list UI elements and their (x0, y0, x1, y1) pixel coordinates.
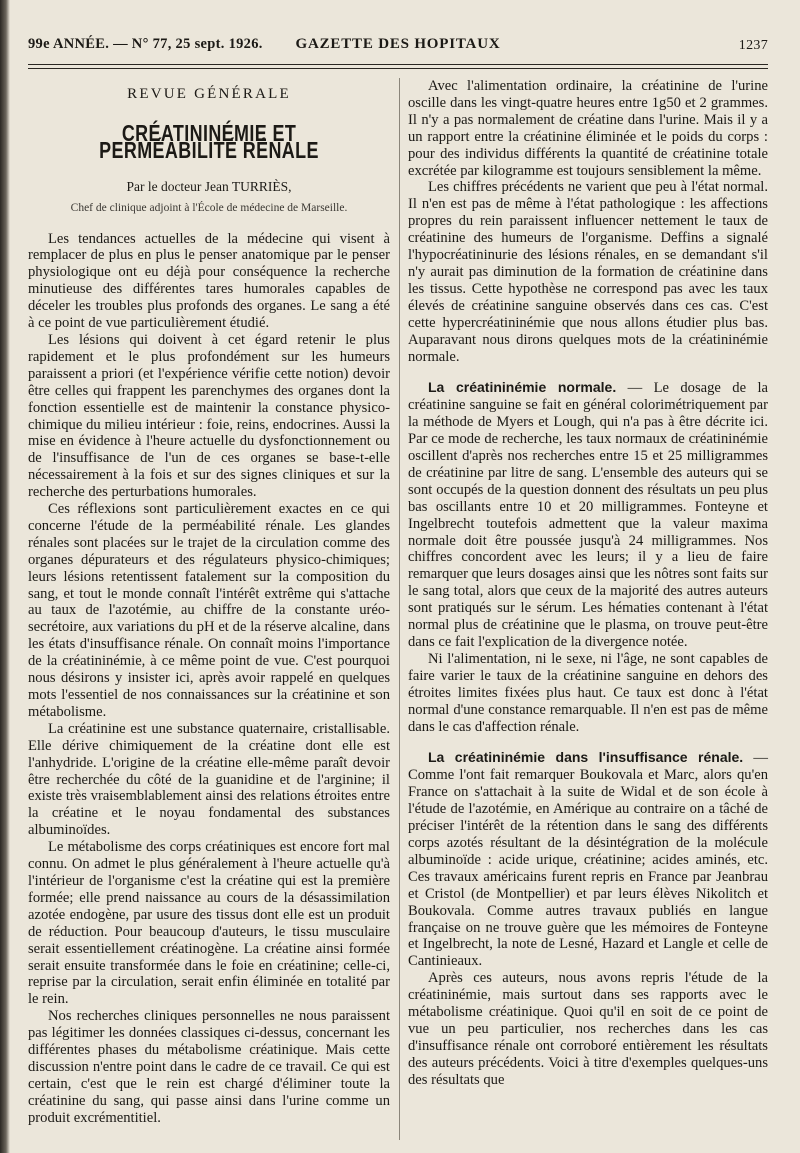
paragraph: Ni l'alimentation, ni le sexe, ni l'âge, ne sont capables de faire varier le taux de la créatinine sanguine en dehors des étroites limites fixées plus haut. Ce taux est donc à l'état normal d'une constance remarquable. Il n'en est pas de même dans le cas d'affection rénale. (408, 650, 768, 735)
article-title: CRÉATININÉMIE ET PERMÉABILITÉ RÉNALE (99, 119, 319, 163)
section-label: REVUE GÉNÉRALE (127, 86, 291, 102)
section-text: — Le dosage de la créatinine sanguine se fait en général colorimétriquement par la méthode de Myers et Lough, qui n'a pas à être décrite ici. Par ce mode de recherche, les taux normaux de créatininémie oscillent d'après nos recherches entre 15 et 25 milligrammes de créatinine par litre de sang. L'ensemble des auteurs qui se sont occupés de la question donnent des résultats un peu plus bas oscillants entre 10 et 20 milligrammes. Fonteyne et Ingelbrecht toutefois admettent que la valeur maxima normale doit être poussée jusqu'à 24 milligrammes. Nos chiffres concordent avec les leurs; il y a lieu de faire remarquer que leurs dosages ainsi que les nôtres sont faits sur le sang total, alors que ceux de la majorité des autres auteurs sont pratiqués sur le sérum. Les hématies contenant à l'état normal plus de créatinine que le plasma, on trouve peut-être dans ce fait l'explication de la divergence notée. (408, 380, 768, 650)
page-header (28, 34, 768, 58)
paragraph: Ces réflexions sont particulièrement exactes en ce qui concerne l'étude de la perméabilité rénale. Les glandes rénales sont placées sur le trajet de la circulation comme des organes dépurateurs et des régulateurs physico-chimiques; leurs lésions retentissent fatalement sur la composition du sang, et tout le monde connaît l'intérêt extrême qui s'attache au taux de l'azotémie, au chiffre de la constante uréo-secrétoire, aux variations du pH et de la réserve alcaline, dans les états d'insuffisance rénale. On connaît moins l'importance de la créatininémie, à ce même point de vue. C'est pourquoi nous désirons y insister ici, après avoir rappelé en quelques mots l'essentiel de nos connaissances sur la créatinine et son métabolisme. (28, 501, 390, 720)
issue-info: 99e ANNÉE. — N° 77, 25 sept. 1926. (28, 36, 263, 52)
paragraph: Après ces auteurs, nous avons repris l'étude de la créatininémie, mais surtout dans ses rapports avec le métabolisme créatinique. Quoi qu'il en soit de ce point de vue un peu particulier, nos recherches dans les cas d'insuffisance rénale ont corroboré entièrement les résultats des auteurs précédents. Voici à titre d'exemples quelques-uns des résultats que (408, 970, 768, 1088)
binding-edge (0, 0, 10, 1153)
header-rule-thin (28, 68, 768, 69)
left-column (28, 78, 390, 1127)
page-number: 1237 (738, 38, 768, 53)
section-heading-normal: La créatininémie normale. (428, 379, 617, 396)
author-affiliation: Chef de clinique adjoint à l'École de médecine de Marseille. (70, 201, 348, 214)
paragraph: La créatinine est une substance quaternaire, cristallisable. Elle dérive chimiquement de la créatine dont elle est l'anhydride. L'origine de la créatine elle-même paraît devoir être recherchée du côté de la guanidine et de l'arginine; il existe très vraisemblablement ainsi des relations étroites entre la créatine et le noyau fondamental des substances albuminoïdes. (28, 720, 390, 839)
paragraph: Le métabolisme des corps créatiniques est encore fort mal connu. On admet le plus généralement à l'heure actuelle qu'à l'intérieur de l'organisme c'est la créatine qui est la première formée; elle prend naissance au cours de la désassimilation azotée endogène, par usure des tissus dont elle est un produit de réduction. Pour beaucoup d'auteurs, le tissu musculaire serait essentiellement créatinogène. La créatine ainsi formée serait ensuite transformée dans le foie en créatinine; celle-ci, reprise par la circulation, serait enfin éliminée en totalité par le rein. (28, 839, 390, 1008)
article-author: Par le docteur Jean TURRIÈS, (126, 178, 292, 194)
paragraph: Avec l'alimentation ordinaire, la créatinine de l'urine oscille dans les vingt-quatre heures entre 1g50 et 2 grammes. Il n'y a pas normalement de créatine dans l'urine. Mais il y a un rapport entre la créatinine éliminée et le poids du corps : pour des individus différents la quantité de créatinine totale excrétée par kilogramme est toujours sensiblement la même. (408, 78, 768, 179)
paragraph: Les chiffres précédents ne varient que peu à l'état normal. Il n'en est pas de même à l'état pathologique : les affections propres du rein paraissent influencer nettement le taux de créatinine des humeurs de l'organisme. Deffins a signalé l'hypocréatininurie des lésions rénales, en se demandant s'il n'y aurait pas diminution de la formation de créatinine dans les tissus. Cette hypothèse ne correspond pas avec les taux élevés de créatinine sanguine observés dans ces cas. C'est cette hypercréatininémie que nous allons étudier plus bas. Auparavant nous dirons quelques mots de la créatininémie normale. (408, 179, 768, 365)
section-paragraph (408, 749, 768, 970)
paragraph: Nos recherches cliniques personnelles ne nous paraissent pas légitimer les données classiques ci-dessus, concernant les différentes phases du métabolisme créatinique. Mais cette discussion n'entre point dans le cadre de ce travail. Ce qui est certain, c'est que le rein est chargé d'éliminer toute la créatinine du sang, qui passe ainsi dans l'urine comme un produit excrémentitiel. (28, 1008, 390, 1126)
section-paragraph (408, 379, 768, 651)
journal-title: GAZETTE DES HOPITAUX (295, 36, 501, 52)
right-column (408, 78, 768, 1089)
section-text: — Comme l'ont fait remarquer Boukovala et Marc, alors qu'en France on s'attachait à la suite de Widal et de son école à l'étude de l'azotémie, en Amérique au contraire on a tâché de préciser l'intérêt de la rétention dans le sang des différents corps azotés résultant de la désintégration de la molécule albuminoïde : acide urique, créatinine; acides aminés, etc. Ces travaux américains furent repris en France par Jeanbrau et Cristol (de Montpellier) et par leurs élèves Nikolitch et Boukovala. Comme autres travaux publiés en langue française on ne trouve guère que les mémoires de Fonteyne et Ingelbrecht, la note de Lesné, Hazard et Langle et celle de Cantinieaux. (408, 750, 768, 970)
paragraph: Les lésions qui doivent à cet égard retenir le plus rapidement et le plus profondément sur les humeurs paraissent a priori (et l'expérience vérifie cette notion) devoir être celles qui frappent les parenchymes des organes dont la fonction essentielle est de maintenir la constance physico-chimique du milieu intérieur : foie, reins, endocrines. Aussi la mise en évidence à l'heure actuelle du dysfonctionnement ou de l'insuffisance de l'un de ces organes se base-t-elle nécessairement à la fois et sur des signes cliniques et sur la recherche des perturbations humorales. (28, 331, 390, 501)
paragraph: Les tendances actuelles de la médecine qui visent à remplacer de plus en plus le penser anatomique par le penser physiologique ont eu déjà pour conséquence la recherche minutieuse des différentes tares humorales capables de déceler les troubles plus profonds des organes. Le sang a été à ce point de vue particulièrement étudié. (28, 230, 390, 332)
header-rule (28, 64, 768, 65)
column-divider (399, 78, 400, 1140)
section-heading-insufficiency: La créatininémie dans l'insuffisance rénale. (428, 749, 744, 766)
